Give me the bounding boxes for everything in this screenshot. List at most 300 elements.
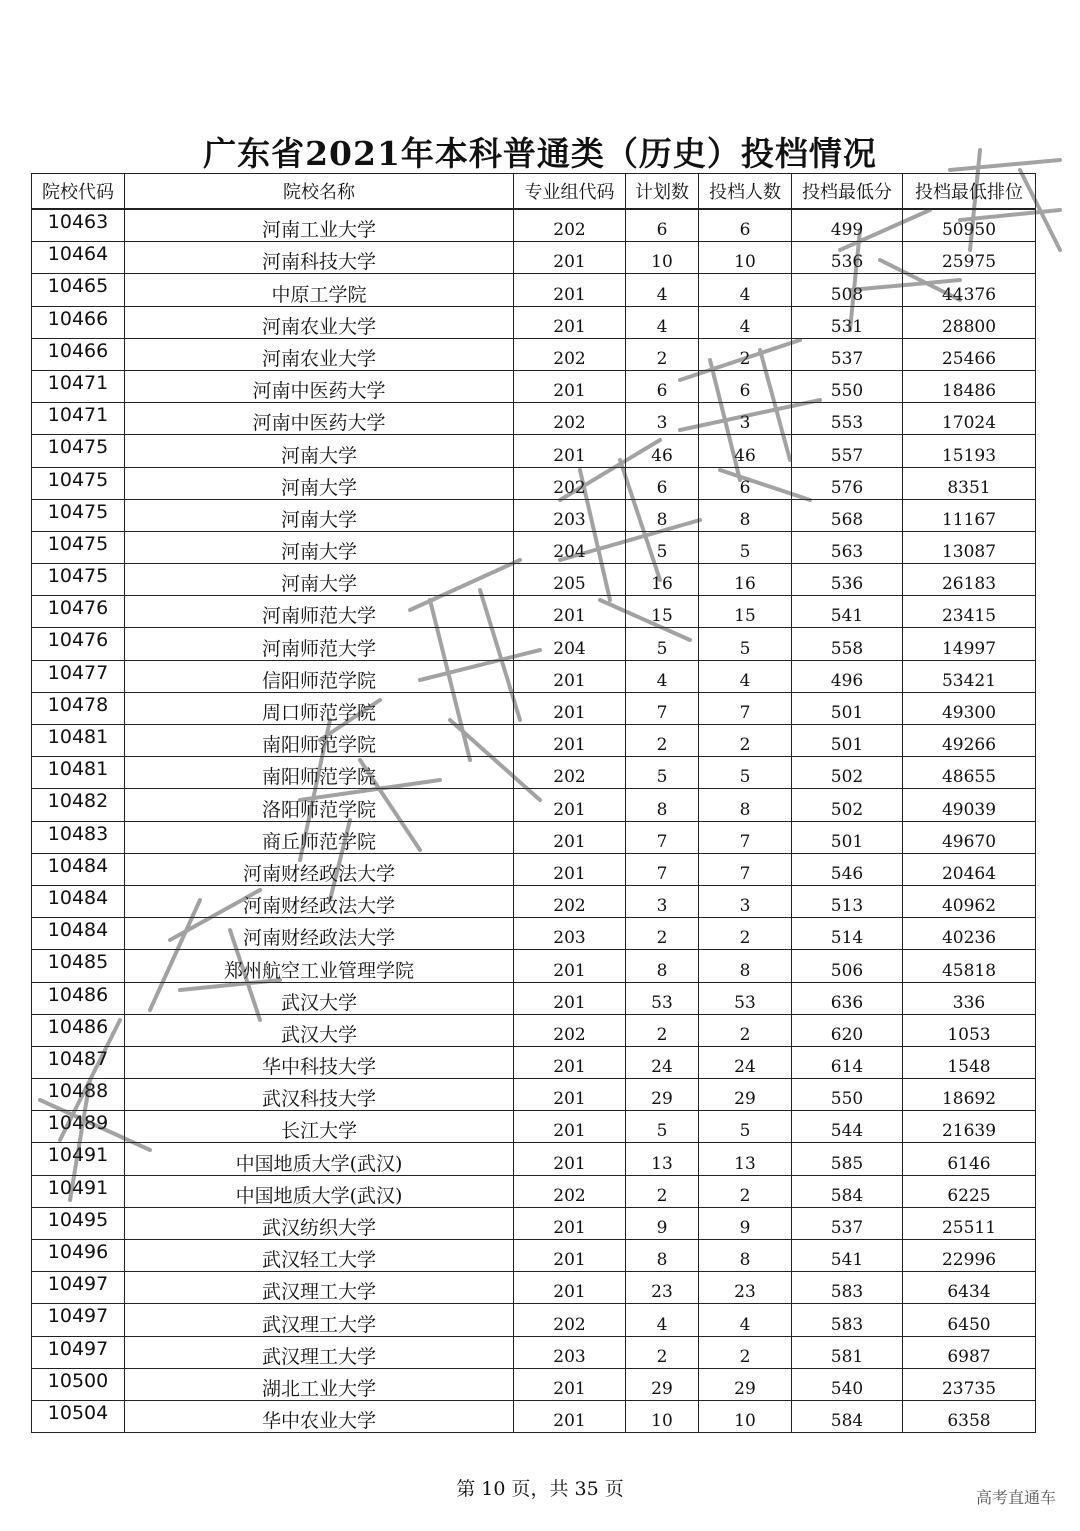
table-cell: 10471 — [32, 403, 125, 435]
table-cell: 53421 — [903, 660, 1036, 692]
table-row — [32, 950, 1036, 982]
table-row — [32, 306, 1036, 338]
table-row — [32, 596, 1036, 628]
table-cell: 24 — [699, 1046, 792, 1078]
table-cell: 29 — [699, 1079, 792, 1111]
table-cell: 201 — [514, 1143, 626, 1175]
table-cell: 29 — [626, 1368, 699, 1400]
table-cell: 5 — [626, 531, 699, 563]
table-row — [32, 1014, 1036, 1046]
table-cell: 563 — [792, 531, 903, 563]
table-row — [32, 885, 1036, 917]
table-cell: 583 — [792, 1304, 903, 1336]
table-cell: 201 — [514, 370, 626, 402]
table-cell: 53 — [699, 982, 792, 1014]
table-cell: 6 — [626, 209, 699, 242]
table-cell: 201 — [514, 1111, 626, 1143]
table-cell: 河南财经政法大学 — [125, 918, 514, 950]
table-cell: 50950 — [903, 209, 1036, 242]
table-cell: 23 — [626, 1272, 699, 1304]
table-cell: 6 — [699, 467, 792, 499]
table-cell: 201 — [514, 725, 626, 757]
table-cell: 10485 — [32, 950, 125, 982]
table-cell: 501 — [792, 725, 903, 757]
table-cell: 10476 — [32, 596, 125, 628]
table-row — [32, 242, 1036, 274]
table-cell: 541 — [792, 1240, 903, 1272]
admission-table — [31, 173, 1036, 1433]
table-cell: 7 — [699, 692, 792, 724]
table-cell: 10484 — [32, 918, 125, 950]
table-cell: 620 — [792, 1014, 903, 1046]
table-cell: 10491 — [32, 1143, 125, 1175]
table-cell: 201 — [514, 435, 626, 467]
table-cell: 10481 — [32, 725, 125, 757]
table-cell: 201 — [514, 1368, 626, 1400]
table-cell: 13087 — [903, 531, 1036, 563]
table-cell: 7 — [699, 853, 792, 885]
table-cell: 202 — [514, 403, 626, 435]
table-cell: 583 — [792, 1272, 903, 1304]
table-cell: 2 — [699, 338, 792, 370]
table-cell: 10 — [626, 1400, 699, 1432]
table-cell: 201 — [514, 1207, 626, 1239]
table-cell: 华中农业大学 — [125, 1400, 514, 1432]
table-cell: 河南大学 — [125, 435, 514, 467]
table-cell: 336 — [903, 982, 1036, 1014]
table-cell: 46 — [626, 435, 699, 467]
table-cell: 2 — [626, 918, 699, 950]
table-cell: 2 — [699, 725, 792, 757]
table-cell: 16 — [699, 564, 792, 596]
table-row — [32, 338, 1036, 370]
table-cell: 44376 — [903, 274, 1036, 306]
table-cell: 40962 — [903, 885, 1036, 917]
table-cell: 5 — [699, 628, 792, 660]
table-cell: 10 — [699, 242, 792, 274]
table-cell: 26183 — [903, 564, 1036, 596]
table-cell: 中国地质大学(武汉) — [125, 1143, 514, 1175]
table-cell: 2 — [626, 338, 699, 370]
table-row — [32, 1046, 1036, 1078]
table-cell: 河南财经政法大学 — [125, 853, 514, 885]
table-row — [32, 853, 1036, 885]
table-row — [32, 789, 1036, 821]
table-cell: 8 — [626, 499, 699, 531]
table-cell: 201 — [514, 1272, 626, 1304]
table-cell: 25511 — [903, 1207, 1036, 1239]
table-cell: 2 — [699, 918, 792, 950]
table-cell: 581 — [792, 1336, 903, 1368]
table-cell: 10486 — [32, 982, 125, 1014]
table-cell: 546 — [792, 853, 903, 885]
table-cell: 202 — [514, 338, 626, 370]
table-row — [32, 757, 1036, 789]
table-cell: 201 — [514, 1079, 626, 1111]
table-row — [32, 531, 1036, 563]
table-cell: 557 — [792, 435, 903, 467]
table-cell: 6 — [699, 370, 792, 402]
table-cell: 8 — [626, 950, 699, 982]
table-row — [32, 403, 1036, 435]
table-cell: 11167 — [903, 499, 1036, 531]
table-cell: 河南师范大学 — [125, 628, 514, 660]
table-cell: 10465 — [32, 274, 125, 306]
table-cell: 河南大学 — [125, 564, 514, 596]
table-cell: 10471 — [32, 370, 125, 402]
table-cell: 25466 — [903, 338, 1036, 370]
table-row — [32, 692, 1036, 724]
table-cell: 541 — [792, 596, 903, 628]
table-cell: 45818 — [903, 950, 1036, 982]
table-cell: 205 — [514, 564, 626, 596]
table-cell: 4 — [626, 274, 699, 306]
table-cell: 10475 — [32, 435, 125, 467]
table-cell: 550 — [792, 1079, 903, 1111]
table-cell: 568 — [792, 499, 903, 531]
table-cell: 河南农业大学 — [125, 306, 514, 338]
table-row — [32, 564, 1036, 596]
table-cell: 201 — [514, 274, 626, 306]
table-cell: 201 — [514, 821, 626, 853]
table-cell: 信阳师范学院 — [125, 660, 514, 692]
table-cell: 558 — [792, 628, 903, 660]
table-cell: 202 — [514, 209, 626, 242]
table-cell: 28800 — [903, 306, 1036, 338]
table-cell: 7 — [626, 692, 699, 724]
table-cell: 46 — [699, 435, 792, 467]
table-cell: 6 — [699, 209, 792, 242]
table-cell: 5 — [626, 628, 699, 660]
table-cell: 18692 — [903, 1079, 1036, 1111]
table-cell: 河南中医药大学 — [125, 370, 514, 402]
table-cell: 武汉理工大学 — [125, 1336, 514, 1368]
table-cell: 202 — [514, 467, 626, 499]
table-cell: 3 — [699, 885, 792, 917]
table-row — [32, 1400, 1036, 1432]
table-row — [32, 725, 1036, 757]
table-cell: 25975 — [903, 242, 1036, 274]
table-cell: 10475 — [32, 564, 125, 596]
table-cell: 中国地质大学(武汉) — [125, 1175, 514, 1207]
table-cell: 河南师范大学 — [125, 596, 514, 628]
column-header: 计划数 — [626, 174, 699, 210]
table-cell: 20464 — [903, 853, 1036, 885]
page-title: 广东省2021年本科普通类（历史）投档情况 — [203, 134, 877, 173]
table-cell: 2 — [626, 1175, 699, 1207]
table-cell: 6225 — [903, 1175, 1036, 1207]
table-cell: 8 — [699, 499, 792, 531]
table-cell: 南阳师范学院 — [125, 757, 514, 789]
table-cell: 201 — [514, 596, 626, 628]
table-cell: 201 — [514, 1240, 626, 1272]
table-cell: 29 — [626, 1079, 699, 1111]
table-cell: 201 — [514, 1400, 626, 1432]
table-cell: 584 — [792, 1175, 903, 1207]
table-cell: 544 — [792, 1111, 903, 1143]
table-cell: 201 — [514, 242, 626, 274]
table-cell: 4 — [626, 1304, 699, 1336]
column-header: 投档人数 — [699, 174, 792, 210]
table-cell: 10 — [699, 1400, 792, 1432]
table-cell: 7 — [626, 853, 699, 885]
table-cell: 2 — [699, 1014, 792, 1046]
table-cell: 6987 — [903, 1336, 1036, 1368]
table-cell: 武汉理工大学 — [125, 1272, 514, 1304]
table-cell: 6146 — [903, 1143, 1036, 1175]
table-cell: 10497 — [32, 1336, 125, 1368]
table-cell: 550 — [792, 370, 903, 402]
table-cell: 10481 — [32, 757, 125, 789]
table-cell: 13 — [699, 1143, 792, 1175]
table-cell: 10484 — [32, 885, 125, 917]
table-cell: 201 — [514, 692, 626, 724]
table-cell: 河南大学 — [125, 531, 514, 563]
table-cell: 10496 — [32, 1240, 125, 1272]
table-row — [32, 370, 1036, 402]
table-row — [32, 1079, 1036, 1111]
table-cell: 7 — [626, 821, 699, 853]
table-cell: 10478 — [32, 692, 125, 724]
table-cell: 496 — [792, 660, 903, 692]
table-cell: 53 — [626, 982, 699, 1014]
table-cell: 201 — [514, 853, 626, 885]
table-cell: 202 — [514, 1014, 626, 1046]
table-cell: 201 — [514, 660, 626, 692]
table-cell: 499 — [792, 209, 903, 242]
brand-label: 高考直通车 — [975, 1488, 1056, 1507]
table-cell: 14997 — [903, 628, 1036, 660]
table-cell: 514 — [792, 918, 903, 950]
table-cell: 10475 — [32, 499, 125, 531]
table-cell: 585 — [792, 1143, 903, 1175]
table-row — [32, 1272, 1036, 1304]
table-cell: 河南农业大学 — [125, 338, 514, 370]
table-cell: 202 — [514, 1175, 626, 1207]
table-cell: 2 — [626, 725, 699, 757]
table-cell: 5 — [699, 531, 792, 563]
column-header: 院校名称 — [125, 174, 514, 210]
table-cell: 10463 — [32, 209, 125, 242]
table-cell: 10489 — [32, 1111, 125, 1143]
table-cell: 河南科技大学 — [125, 242, 514, 274]
table-cell: 24 — [626, 1046, 699, 1078]
table-cell: 2 — [699, 1336, 792, 1368]
table-cell: 5 — [626, 1111, 699, 1143]
table-cell: 40236 — [903, 918, 1036, 950]
table-cell: 8 — [699, 950, 792, 982]
table-cell: 4 — [699, 274, 792, 306]
table-cell: 502 — [792, 757, 903, 789]
table-cell: 武汉大学 — [125, 1014, 514, 1046]
table-cell: 10477 — [32, 660, 125, 692]
table-cell: 506 — [792, 950, 903, 982]
column-header: 投档最低排位 — [903, 174, 1036, 210]
table-cell: 501 — [792, 821, 903, 853]
table-cell: 10475 — [32, 467, 125, 499]
table-cell: 15193 — [903, 435, 1036, 467]
table-cell: 15 — [626, 596, 699, 628]
table-cell: 9 — [626, 1207, 699, 1239]
table-cell: 23415 — [903, 596, 1036, 628]
table-cell: 201 — [514, 789, 626, 821]
table-cell: 201 — [514, 982, 626, 1014]
table-cell: 5 — [626, 757, 699, 789]
table-cell: 5 — [699, 757, 792, 789]
table-cell: 4 — [699, 306, 792, 338]
table-row — [32, 1304, 1036, 1336]
table-row — [32, 467, 1036, 499]
table-row — [32, 1368, 1036, 1400]
table-cell: 502 — [792, 789, 903, 821]
table-cell: 15 — [699, 596, 792, 628]
table-cell: 513 — [792, 885, 903, 917]
table-cell: 8351 — [903, 467, 1036, 499]
table-cell: 10488 — [32, 1079, 125, 1111]
table-cell: 49266 — [903, 725, 1036, 757]
table-cell: 1053 — [903, 1014, 1036, 1046]
column-header: 院校代码 — [32, 174, 125, 210]
table-cell: 1548 — [903, 1046, 1036, 1078]
table-cell: 10484 — [32, 853, 125, 885]
table-cell: 10466 — [32, 306, 125, 338]
table-cell: 洛阳师范学院 — [125, 789, 514, 821]
table-cell: 584 — [792, 1400, 903, 1432]
table-cell: 536 — [792, 242, 903, 274]
table-cell: 3 — [699, 403, 792, 435]
table-cell: 4 — [626, 306, 699, 338]
table-row — [32, 499, 1036, 531]
table-cell: 203 — [514, 499, 626, 531]
table-cell: 10504 — [32, 1400, 125, 1432]
table-cell: 8 — [699, 1240, 792, 1272]
table-cell: 华中科技大学 — [125, 1046, 514, 1078]
table-cell: 10487 — [32, 1046, 125, 1078]
table-cell: 10483 — [32, 821, 125, 853]
table-cell: 540 — [792, 1368, 903, 1400]
table-cell: 周口师范学院 — [125, 692, 514, 724]
table-cell: 16 — [626, 564, 699, 596]
table-cell: 204 — [514, 531, 626, 563]
table-cell: 201 — [514, 306, 626, 338]
table-cell: 河南大学 — [125, 499, 514, 531]
table-cell: 中原工学院 — [125, 274, 514, 306]
table-row — [32, 435, 1036, 467]
table-cell: 201 — [514, 1046, 626, 1078]
table-cell: 508 — [792, 274, 903, 306]
table-cell: 6434 — [903, 1272, 1036, 1304]
table-cell: 22996 — [903, 1240, 1036, 1272]
table-cell: 武汉纺织大学 — [125, 1207, 514, 1239]
table-cell: 3 — [626, 403, 699, 435]
table-row — [32, 1111, 1036, 1143]
table-cell: 河南大学 — [125, 467, 514, 499]
page-footer: 第 10 页，共 35 页 — [456, 1478, 624, 1500]
table-cell: 河南工业大学 — [125, 209, 514, 242]
table-cell: 202 — [514, 885, 626, 917]
column-header: 专业组代码 — [514, 174, 626, 210]
table-cell: 201 — [514, 950, 626, 982]
table-cell: 614 — [792, 1046, 903, 1078]
table-cell: 17024 — [903, 403, 1036, 435]
table-cell: 48655 — [903, 757, 1036, 789]
table-row — [32, 1240, 1036, 1272]
table-cell: 10500 — [32, 1368, 125, 1400]
table-cell: 18486 — [903, 370, 1036, 402]
table-cell: 2 — [626, 1014, 699, 1046]
table-cell: 23 — [699, 1272, 792, 1304]
table-cell: 553 — [792, 403, 903, 435]
table-row — [32, 821, 1036, 853]
table-cell: 10482 — [32, 789, 125, 821]
table-cell: 13 — [626, 1143, 699, 1175]
table-cell: 202 — [514, 757, 626, 789]
table-header-row — [32, 174, 1036, 210]
table-cell: 49300 — [903, 692, 1036, 724]
table-cell: 10495 — [32, 1207, 125, 1239]
table-cell: 204 — [514, 628, 626, 660]
table-cell: 河南中医药大学 — [125, 403, 514, 435]
table-cell: 10491 — [32, 1175, 125, 1207]
table-cell: 2 — [699, 1175, 792, 1207]
table-cell: 537 — [792, 1207, 903, 1239]
table-row — [32, 918, 1036, 950]
table-cell: 537 — [792, 338, 903, 370]
table-cell: 6 — [626, 467, 699, 499]
table-cell: 武汉大学 — [125, 982, 514, 1014]
table-cell: 南阳师范学院 — [125, 725, 514, 757]
table-cell: 4 — [699, 660, 792, 692]
table-cell: 10497 — [32, 1304, 125, 1336]
table-cell: 203 — [514, 1336, 626, 1368]
table-cell: 10476 — [32, 628, 125, 660]
table-cell: 2 — [626, 1336, 699, 1368]
table-cell: 8 — [699, 789, 792, 821]
table-row — [32, 628, 1036, 660]
table-row — [32, 1143, 1036, 1175]
table-cell: 203 — [514, 918, 626, 950]
table-row — [32, 274, 1036, 306]
table-cell: 4 — [699, 1304, 792, 1336]
table-cell: 6450 — [903, 1304, 1036, 1336]
table-row — [32, 660, 1036, 692]
table-cell: 531 — [792, 306, 903, 338]
table-body — [32, 209, 1036, 1433]
table-cell: 23735 — [903, 1368, 1036, 1400]
table-cell: 商丘师范学院 — [125, 821, 514, 853]
table-cell: 501 — [792, 692, 903, 724]
table-cell: 4 — [626, 660, 699, 692]
table-cell: 6 — [626, 370, 699, 402]
table-cell: 10486 — [32, 1014, 125, 1046]
table-cell: 7 — [699, 821, 792, 853]
table-cell: 武汉理工大学 — [125, 1304, 514, 1336]
table-row — [32, 1207, 1036, 1239]
table-cell: 29 — [699, 1368, 792, 1400]
table-cell: 10497 — [32, 1272, 125, 1304]
table-row — [32, 1175, 1036, 1207]
table-cell: 10475 — [32, 531, 125, 563]
table-row — [32, 982, 1036, 1014]
table-cell: 576 — [792, 467, 903, 499]
table-cell: 636 — [792, 982, 903, 1014]
table-cell: 49039 — [903, 789, 1036, 821]
table-cell: 536 — [792, 564, 903, 596]
table-row — [32, 1336, 1036, 1368]
table-cell: 武汉科技大学 — [125, 1079, 514, 1111]
column-header: 投档最低分 — [792, 174, 903, 210]
table-cell: 武汉轻工大学 — [125, 1240, 514, 1272]
